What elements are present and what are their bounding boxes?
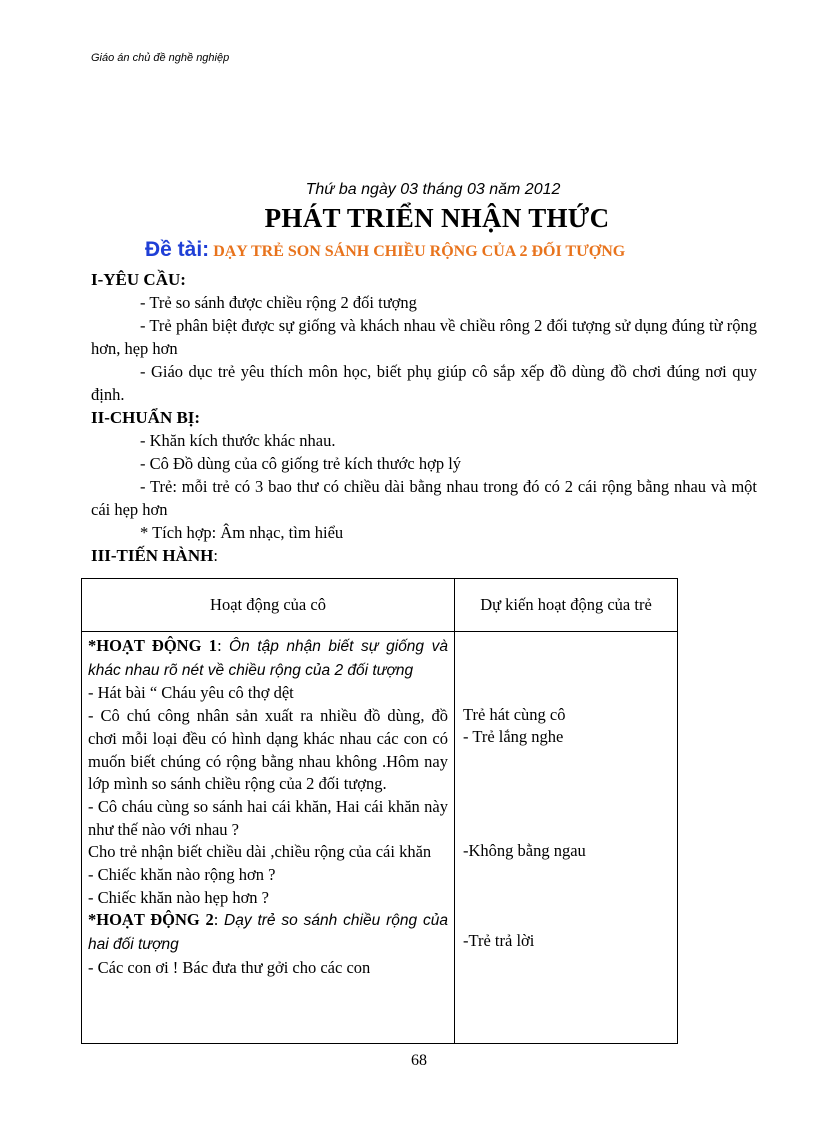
activity-1-heading: *HOẠT ĐỘNG 1: Ôn tập nhận biết sự giống và khác nhau rõ nét về chiều rộng của 2 đối tượng	[88, 636, 448, 679]
topic-line	[145, 238, 625, 262]
page-title: PHÁT TRIỂN NHẬN THỨC	[264, 203, 610, 233]
lesson-date: Thứ ba ngày 03 tháng 03 năm 2012	[305, 181, 561, 198]
activity-line: - Hát bài “ Cháu yêu cô thợ dệt	[88, 683, 294, 703]
preparation-item: - Trẻ: mỗi trẻ có 3 bao thư có chiều dài bằng nhau trong đó có 2 cái rộng bằng nhau và một cái hẹp hơn	[91, 477, 757, 519]
section-heading-preparation: II-CHUẨN BỊ:	[91, 408, 201, 427]
running-header: Giáo án chủ đề nghề nghiệp	[91, 52, 230, 64]
activity-line: - Chiếc khăn nào hẹp hơn ?	[88, 887, 270, 907]
section-heading-requirements: I-YÊU CẦU:	[91, 270, 186, 289]
col-header-children: Dự kiến hoạt động của trẻ	[455, 579, 678, 632]
response-text: Trẻ hát cùng cô	[463, 705, 566, 724]
requirement-item: - Trẻ so sánh được chiều rộng 2 đối tượng	[140, 293, 417, 312]
requirement-item: - Trẻ phân biệt được sự giống và khách nhau về chiều rông 2 đối tượng sử dụng đúng từ rộng hơn, hẹp hơn	[91, 316, 757, 358]
activity-line: - Cô cháu cùng so sánh hai cái khăn, Hai cái khăn này như thế nào với nhau ?	[88, 796, 448, 839]
activity-line: - Các con ơi ! Bác đưa thư gởi cho các con	[88, 957, 371, 977]
requirement-item: - Giáo dục trẻ yêu thích môn học, biết phụ giúp cô sắp xếp đồ dùng đồ chơi đúng nơi quy định.	[91, 362, 757, 404]
teacher-activities	[82, 632, 455, 1044]
activity-2-heading: *HOẠT ĐỘNG 2: Dạy trẻ so sánh chiều rộng của hai đối tượng	[88, 910, 448, 954]
children-responses	[455, 632, 678, 1044]
topic-text: DẠY TRẺ SON SÁNH CHIỀU RỘNG CỦA 2 ĐỐI TƯỢNG	[213, 243, 626, 260]
page-number: 68	[411, 1052, 427, 1069]
section-heading-procedure: III-TIẾN HÀNH:	[91, 546, 218, 565]
preparation-item: - Cô Đồ dùng của cô giống trẻ kích thước hợp lý	[140, 454, 462, 473]
activity-line: Cho trẻ nhận biết chiều dài ,chiều rộng của cái khăn	[88, 842, 432, 862]
activity-line: - Chiếc khăn nào rộng hơn ?	[88, 865, 276, 885]
response-text: -Trẻ trả lời	[463, 931, 535, 950]
response-text: -Không bằng ngau	[463, 841, 586, 860]
activity-table	[81, 578, 678, 1044]
topic-label: Đề tài:	[145, 238, 210, 261]
preparation-item: - Khăn kích thước khác nhau.	[140, 431, 336, 450]
activity-line: - Cô chú công nhân sản xuất ra nhiều đồ dùng, đồ chơi mỗi loại đều có hình dạng khác nhau các con có muốn biết chúng có rộng bằng nhau không .Hôm nay lớp mình so sánh chiều rộng của 2 đối tượng.	[88, 706, 448, 794]
col-header-teacher: Hoạt động của cô	[82, 579, 455, 632]
lesson-body	[91, 268, 757, 567]
response-text: - Trẻ lắng nghe	[463, 727, 564, 746]
preparation-item: * Tích hợp: Âm nhạc, tìm hiểu	[140, 523, 344, 542]
